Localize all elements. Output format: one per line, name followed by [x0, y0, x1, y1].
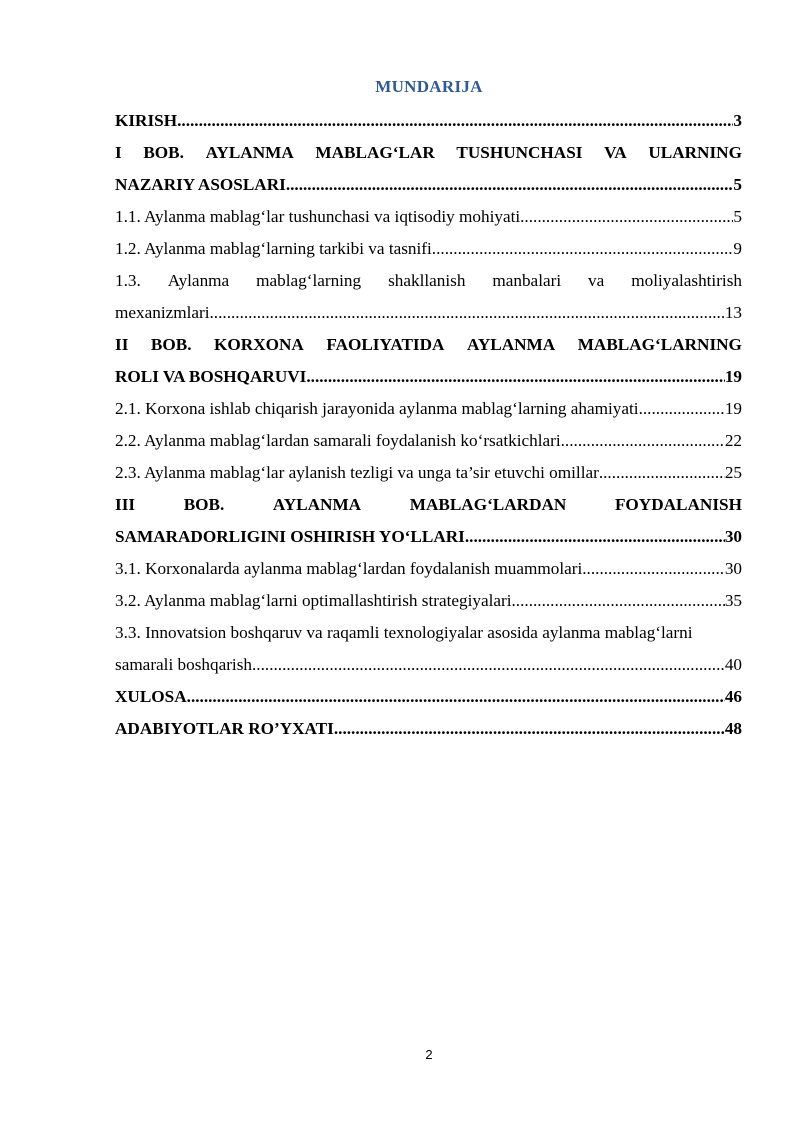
toc-entry-bob1-line1[interactable]: [115, 137, 742, 169]
toc-entry-1-3-line2[interactable]: [115, 297, 742, 329]
toc-word: BOB.: [150, 335, 192, 354]
toc-entry-text: KIRISH: [115, 111, 178, 130]
toc-entry-text: 2.3. Aylanma mablag‘lar aylanish tezligi va unga ta’sir etuvchi omillar: [115, 463, 599, 482]
toc-word: ULARNING: [648, 143, 742, 162]
toc-word: AYLANMA: [272, 495, 362, 514]
toc-entry-text: ADABIYOTLAR RO’YXATI: [115, 719, 334, 738]
toc-word: 1.3.: [115, 271, 141, 290]
toc-word: VA: [604, 143, 627, 162]
toc-page-number: 3: [733, 111, 742, 130]
dot-leader: [252, 649, 725, 681]
dot-leader: [520, 201, 733, 233]
toc-entry-3-3-line2[interactable]: [115, 649, 742, 681]
toc-entry-bob3-line2[interactable]: [115, 521, 742, 553]
toc-page-number: 19: [724, 399, 742, 418]
toc-word: va: [588, 271, 605, 290]
dot-leader: [599, 457, 725, 489]
toc-word: AYLANMA: [205, 143, 294, 162]
toc-page-number: 19: [724, 367, 742, 386]
toc-page-number: 9: [733, 239, 742, 258]
dot-leader: [465, 521, 725, 553]
dot-leader: [286, 169, 734, 201]
toc-entry-adabiyotlar[interactable]: [115, 713, 742, 745]
toc-word: II: [115, 335, 129, 354]
toc-word: MABLAG‘LARNING: [577, 335, 742, 354]
dot-leader: [334, 713, 725, 745]
toc-word: KORXONA: [214, 335, 304, 354]
toc-entry-3-1[interactable]: [115, 553, 742, 585]
toc-word: FOYDALANISH: [614, 495, 742, 514]
toc-word: FAOLIYATIDA: [326, 335, 445, 354]
toc-entry-text: samarali boshqarish: [115, 655, 252, 674]
toc-entry-text: 1.1. Aylanma mablag‘lar tushunchasi va iqtisodiy mohiyati: [115, 207, 521, 226]
toc-page-number: 5: [733, 175, 742, 194]
toc-page-number: 25: [724, 463, 742, 482]
dot-leader: [561, 425, 725, 457]
dot-leader: [187, 681, 725, 713]
toc-entry-text: 2.1. Korxona ishlab chiqarish jarayonida aylanma mablag‘larning ahamiyati: [115, 399, 639, 418]
toc-word: MABLAG‘LAR: [315, 143, 435, 162]
toc-entry-1-3-line1[interactable]: [115, 265, 742, 297]
dot-leader: [639, 393, 725, 425]
dot-leader: [432, 233, 734, 265]
toc-entry-2-1[interactable]: [115, 393, 742, 425]
toc-page-number: 30: [724, 527, 742, 546]
toc-word: BOB.: [143, 143, 184, 162]
toc-word: III: [115, 495, 136, 514]
toc-page-number: 5: [733, 207, 742, 226]
table-of-contents: [115, 105, 742, 745]
toc-entry-bob2-line1[interactable]: [115, 329, 742, 361]
dot-leader: [512, 585, 725, 617]
toc-page-number: 40: [724, 655, 742, 674]
toc-entry-3-2[interactable]: [115, 585, 742, 617]
toc-entry-bob2-line2[interactable]: [115, 361, 742, 393]
dot-leader: [582, 553, 725, 585]
toc-page-number: 46: [724, 687, 742, 706]
toc-entry-text: mexanizmlari: [115, 303, 210, 322]
toc-word: manbalari: [492, 271, 562, 290]
toc-word: AYLANMA: [466, 335, 556, 354]
toc-entry-bob1-line2[interactable]: [115, 169, 742, 201]
toc-word: moliyalashtirish: [631, 271, 742, 290]
toc-entry-1-2[interactable]: [115, 233, 742, 265]
toc-word: MABLAG‘LARDAN: [409, 495, 567, 514]
toc-word: Aylanma: [167, 271, 230, 290]
toc-page-number: 22: [724, 431, 742, 450]
toc-entry-text: 3.1. Korxonalarda aylanma mablag‘lardan foydalanish muammolari: [115, 559, 583, 578]
toc-entry-kirish[interactable]: [115, 105, 742, 137]
toc-entry-text: XULOSA: [115, 687, 187, 706]
toc-entry-text: SAMARADORLIGINI OSHIRISH YO‘LLARI: [115, 527, 465, 546]
toc-entry-xulosa[interactable]: [115, 681, 742, 713]
toc-entry-3-3-line1[interactable]: [115, 617, 742, 649]
toc-title: MUNDARIJA: [375, 77, 483, 96]
toc-page-number: 35: [724, 591, 742, 610]
toc-entry-2-2[interactable]: [115, 425, 742, 457]
toc-word: BOB.: [183, 495, 225, 514]
toc-entry-text: 2.2. Aylanma mablag‘lardan samarali foydalanish ko‘rsatkichlari: [115, 431, 561, 450]
toc-entry-text: NAZARIY ASOSLARI: [115, 175, 286, 194]
toc-entry-text: 3.3. Innovatsion boshqaruv va raqamli texnologiyalar asosida aylanma mablag‘larni: [115, 623, 693, 642]
toc-entry-bob3-line1[interactable]: [115, 489, 742, 521]
toc-word: I: [115, 143, 122, 162]
toc-word: TUSHUNCHASI: [456, 143, 583, 162]
dot-leader: [306, 361, 724, 393]
toc-page-number: 30: [724, 559, 742, 578]
toc-entry-text: 1.2. Aylanma mablag‘larning tarkibi va tasnifi: [115, 239, 432, 258]
toc-entry-text: ROLI VA BOSHQARUVI: [115, 367, 307, 386]
toc-word: mablag‘larning: [256, 271, 362, 290]
toc-entry-2-3[interactable]: [115, 457, 742, 489]
toc-page-number: 13: [724, 303, 742, 322]
toc-word: shakllanish: [388, 271, 466, 290]
toc-entry-text: 3.2. Aylanma mablag‘larni optimallashtirish strategiyalari: [115, 591, 512, 610]
page-number: 2: [425, 1047, 433, 1062]
dot-leader: [177, 105, 733, 137]
dot-leader: [210, 297, 725, 329]
toc-page-number: 48: [724, 719, 742, 738]
toc-entry-1-1[interactable]: [115, 201, 742, 233]
